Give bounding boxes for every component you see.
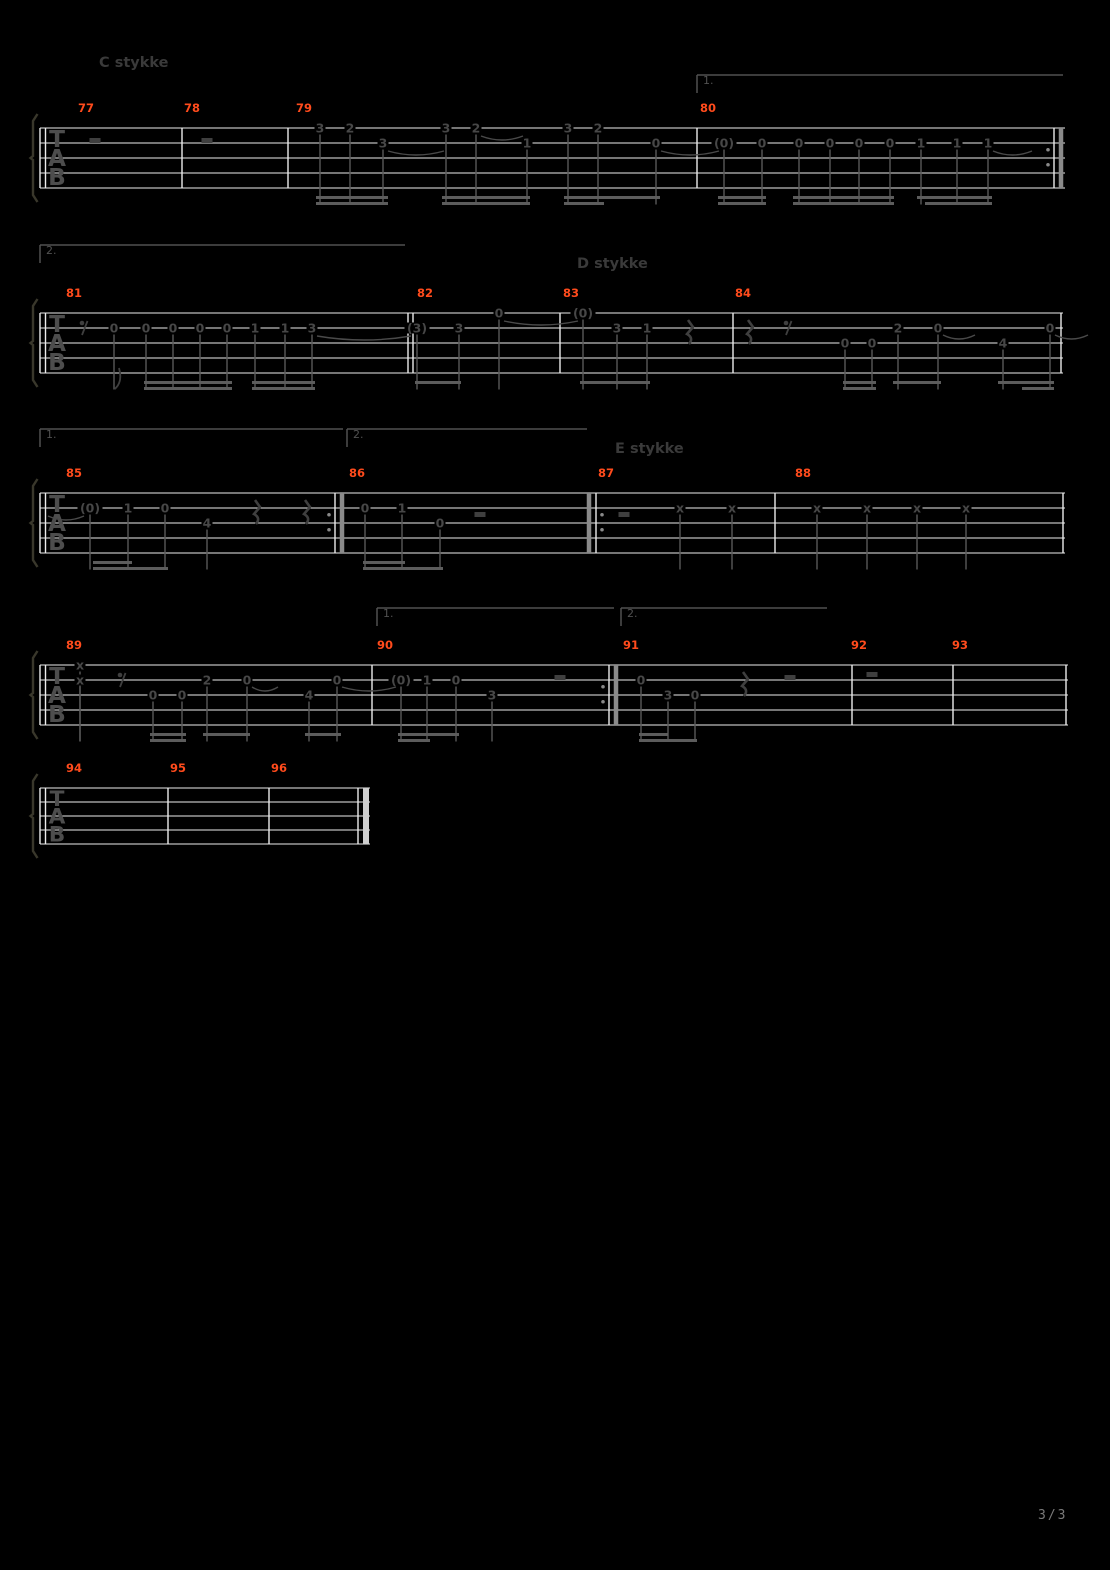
fret-number: 0: [360, 500, 370, 516]
fret-number: 0: [222, 320, 232, 336]
tab-note[interactable]: [78, 501, 103, 516]
tab-note[interactable]: [825, 136, 836, 151]
tab-note[interactable]: [315, 121, 326, 136]
barline: [167, 788, 168, 844]
volta-number: 2.: [353, 428, 364, 441]
fret-number: 3: [454, 320, 464, 336]
barline: [39, 788, 40, 844]
barline: [45, 128, 46, 188]
tab-clef-letter: A: [48, 510, 66, 538]
fret-number: 0: [636, 672, 646, 688]
fret-number: 3: [378, 135, 388, 151]
fret-number: 3: [307, 320, 317, 336]
barline: [614, 665, 619, 725]
fret-number: 1: [397, 500, 407, 516]
fret-number: 0: [168, 320, 178, 336]
tab-note[interactable]: [451, 673, 462, 688]
repeat-dot-icon: [327, 528, 331, 532]
fret-number: 0: [825, 135, 835, 151]
measure-number: 96: [271, 761, 288, 775]
fret-number: 0: [148, 687, 158, 703]
beam: [793, 196, 894, 199]
fret-number: 2: [593, 120, 603, 136]
barline: [952, 665, 953, 725]
tab-note[interactable]: [952, 136, 963, 151]
fret-number: 1: [983, 135, 993, 151]
fret-number: 0: [854, 135, 864, 151]
tab-note[interactable]: [983, 136, 994, 151]
staff-system: [31, 428, 1066, 570]
measure-number: 93: [952, 638, 969, 652]
tie-slur: [342, 687, 396, 691]
fret-number: 2: [471, 120, 481, 136]
tab-note[interactable]: [675, 501, 686, 516]
measure-number: 84: [735, 286, 752, 300]
tab-note[interactable]: [435, 516, 446, 531]
beam: [398, 733, 459, 736]
whole-rest-icon: [90, 138, 101, 143]
tab-note[interactable]: [360, 501, 371, 516]
barline: [559, 313, 560, 373]
repeat-dot-icon: [1046, 163, 1050, 167]
measure-number: 89: [66, 638, 83, 652]
tab-clef-letter: T: [49, 491, 65, 519]
staff-system: [31, 244, 1089, 390]
eighth-rest-icon: [118, 673, 123, 678]
dead-note: x: [727, 500, 737, 516]
tab-note[interactable]: [378, 136, 389, 151]
tie-slur: [661, 151, 719, 155]
eighth-rest-icon: [784, 321, 789, 326]
tab-note[interactable]: [250, 321, 261, 336]
half-rest-icon: [619, 512, 630, 517]
tab-note[interactable]: [712, 136, 737, 151]
tie-slur: [943, 335, 975, 339]
barline: [1062, 493, 1063, 553]
tab-clef-letter: T: [49, 311, 65, 339]
measure-number: 94: [66, 761, 83, 775]
tab-note[interactable]: [885, 136, 896, 151]
tie-slur: [993, 151, 1032, 155]
fret-number: 0: [840, 335, 850, 351]
tab-note[interactable]: [160, 501, 171, 516]
fret-number: 0: [195, 320, 205, 336]
beam: [718, 196, 766, 199]
volta-bracket: [377, 607, 614, 626]
tab-note[interactable]: [148, 688, 159, 703]
quarter-rest-icon: [742, 672, 748, 696]
tab-note[interactable]: [304, 688, 315, 703]
dead-note: x: [675, 500, 685, 516]
fret-number: 0: [141, 320, 151, 336]
tab-note[interactable]: [332, 673, 343, 688]
eighth-flag-icon: [115, 368, 121, 389]
tab-note[interactable]: [651, 136, 662, 151]
tab-note[interactable]: [168, 321, 179, 336]
fret-number: 1: [916, 135, 926, 151]
fret-number: 0: [242, 672, 252, 688]
beam: [564, 196, 660, 199]
fret-number: 3: [612, 320, 622, 336]
tie-slur: [317, 336, 411, 340]
fret-number: 0: [794, 135, 804, 151]
tab-clef-letter: B: [48, 529, 66, 557]
section-label: D stykke: [577, 256, 648, 272]
tab-note[interactable]: [441, 121, 452, 136]
beam: [363, 561, 405, 564]
measure-number: 83: [563, 286, 580, 300]
tab-note[interactable]: [123, 501, 134, 516]
dead-note: x: [912, 500, 922, 516]
system-bracket-icon: [31, 114, 38, 202]
measure-number: 79: [296, 101, 313, 115]
beam: [639, 739, 697, 742]
fret-number: 0: [867, 335, 877, 351]
tab-note[interactable]: [663, 688, 674, 703]
measure-number: 91: [623, 638, 640, 652]
fret-number: (3): [406, 320, 428, 336]
tab-note[interactable]: [109, 321, 120, 336]
tab-clef-letter: A: [48, 330, 66, 358]
fret-number: 0: [933, 320, 943, 336]
beam: [893, 381, 941, 384]
tab-note[interactable]: [912, 501, 923, 516]
beam: [917, 196, 992, 199]
volta-bracket: [347, 428, 587, 447]
tab-clef-letter: B: [48, 822, 66, 848]
quarter-rest-icon: [254, 500, 260, 524]
section-label: C stykke: [99, 55, 169, 71]
fret-number: (0): [390, 672, 412, 688]
tab-note[interactable]: [75, 658, 86, 673]
barline: [1059, 128, 1064, 188]
measure-number: 86: [349, 466, 366, 480]
measure-number: 87: [598, 466, 615, 480]
tie-slur: [1055, 335, 1088, 339]
measure-number: 82: [417, 286, 434, 300]
barline: [39, 313, 40, 373]
beam: [150, 739, 186, 742]
page-indicator: 3/3: [1038, 1508, 1068, 1523]
fret-number: 0: [1045, 320, 1055, 336]
repeat-dot-icon: [327, 513, 331, 517]
dead-note: x: [961, 500, 971, 516]
barline: [45, 493, 46, 553]
tab-clef-letter: B: [48, 701, 66, 729]
fret-number: 1: [422, 672, 432, 688]
fret-number: 1: [642, 320, 652, 336]
measure-number: 85: [66, 466, 83, 480]
tab-note[interactable]: [812, 501, 823, 516]
fret-number: 3: [441, 120, 451, 136]
half-rest-icon: [475, 512, 486, 517]
beam: [442, 196, 530, 199]
tab-note[interactable]: [854, 136, 865, 151]
tab-note[interactable]: [916, 136, 927, 151]
tab-note[interactable]: [389, 673, 414, 688]
barline: [39, 665, 40, 725]
barline: [340, 493, 345, 553]
tab-note[interactable]: [397, 501, 408, 516]
tab-clef-letter: T: [49, 126, 65, 154]
fret-number: 2: [202, 672, 212, 688]
fret-number: (0): [79, 500, 101, 516]
tab-note[interactable]: [840, 336, 851, 351]
fret-number: 0: [690, 687, 700, 703]
beam: [843, 381, 876, 384]
barline: [851, 665, 852, 725]
beam: [639, 733, 668, 736]
tab-note[interactable]: [1045, 321, 1056, 336]
tab-note[interactable]: [642, 321, 653, 336]
barline: [608, 665, 609, 725]
measure-number: 90: [377, 638, 394, 652]
barline: [357, 788, 358, 844]
tab-note[interactable]: [862, 501, 873, 516]
tab-note[interactable]: [636, 673, 647, 688]
tab-note[interactable]: [405, 321, 430, 336]
beam: [93, 567, 168, 570]
volta-bracket: [621, 607, 827, 626]
tab-note[interactable]: [202, 673, 213, 688]
fret-number: 4: [998, 335, 1008, 351]
staff-system: [31, 761, 371, 858]
system-bracket-icon: [31, 299, 38, 387]
fret-number: 0: [757, 135, 767, 151]
tab-note[interactable]: [202, 516, 213, 531]
tab-clef-letter: A: [48, 804, 66, 830]
repeat-dot-icon: [601, 685, 605, 689]
fret-number: 0: [177, 687, 187, 703]
staff-system: [31, 607, 1069, 742]
tab-note[interactable]: [612, 321, 623, 336]
dead-note: x: [75, 657, 85, 673]
beam: [398, 739, 430, 742]
tab-clef-letter: B: [48, 164, 66, 192]
tab-note[interactable]: [422, 673, 433, 688]
beam: [144, 381, 232, 384]
barline: [45, 788, 46, 844]
fret-number: 0: [451, 672, 461, 688]
beam: [998, 381, 1054, 384]
beam: [363, 567, 443, 570]
fret-number: 1: [123, 500, 133, 516]
quarter-rest-icon: [687, 320, 693, 344]
fret-number: 0: [435, 515, 445, 531]
fret-number: 4: [304, 687, 314, 703]
barline: [595, 493, 596, 553]
barline: [287, 128, 288, 188]
beam: [925, 202, 992, 205]
measure-number: 92: [851, 638, 868, 652]
repeat-dot-icon: [1046, 148, 1050, 152]
half-rest-icon: [785, 675, 796, 680]
tie-slur: [388, 151, 444, 155]
tab-note[interactable]: [933, 321, 944, 336]
tab-note[interactable]: [141, 321, 152, 336]
beam: [252, 381, 315, 384]
tab-clef-letter: A: [48, 145, 66, 173]
volta-number: 1.: [383, 607, 394, 620]
volta-number: 2.: [627, 607, 638, 620]
fret-number: (0): [713, 135, 735, 151]
fret-number: 1: [250, 320, 260, 336]
repeat-dot-icon: [600, 513, 604, 517]
section-label: E stykke: [615, 441, 684, 457]
whole-rest-icon: [202, 138, 213, 143]
fret-number: 3: [487, 687, 497, 703]
tab-note[interactable]: [893, 321, 904, 336]
tab-note[interactable]: [522, 136, 533, 151]
staff-system: [31, 55, 1066, 205]
tab-note[interactable]: [222, 321, 233, 336]
tab-clef-letter: B: [48, 349, 66, 377]
barline: [696, 128, 697, 188]
beam: [93, 561, 132, 564]
fret-number: 1: [522, 135, 532, 151]
barline: [774, 493, 775, 553]
measure-number: 80: [700, 101, 717, 115]
measure-number: 95: [170, 761, 187, 775]
barline: [39, 493, 40, 553]
repeat-dot-icon: [600, 528, 604, 532]
tab-note[interactable]: [998, 336, 1009, 351]
fret-number: (0): [572, 305, 594, 321]
tab-note[interactable]: [280, 321, 291, 336]
tab-note[interactable]: [563, 121, 574, 136]
fret-number: 0: [651, 135, 661, 151]
beam: [150, 733, 186, 736]
eighth-rest-icon: [80, 321, 85, 326]
measure-number: 81: [66, 286, 83, 300]
fret-number: 4: [202, 515, 212, 531]
fret-number: 3: [315, 120, 325, 136]
tab-note[interactable]: [307, 321, 318, 336]
tab-note[interactable]: [177, 688, 188, 703]
volta-bracket: [40, 428, 343, 447]
tab-note[interactable]: [242, 673, 253, 688]
dead-note: x: [75, 672, 85, 688]
tab-note[interactable]: [961, 501, 972, 516]
tab-note[interactable]: [471, 121, 482, 136]
volta-bracket: [697, 74, 1063, 93]
fret-number: 3: [663, 687, 673, 703]
beam: [580, 381, 650, 384]
beam: [793, 202, 894, 205]
tie-slur: [252, 687, 278, 691]
barline: [268, 788, 269, 844]
fret-number: 1: [952, 135, 962, 151]
tab-note[interactable]: [487, 688, 498, 703]
beam: [252, 387, 315, 390]
barline: [587, 493, 592, 553]
tab-note[interactable]: [867, 336, 878, 351]
tie-slur: [504, 321, 578, 325]
tab-note[interactable]: [571, 306, 596, 321]
barline: [1065, 665, 1066, 725]
volta-bracket: [40, 244, 405, 263]
barline: [45, 313, 46, 373]
system-bracket-icon: [31, 479, 38, 567]
volta-number: 1.: [703, 74, 714, 87]
system-bracket-icon: [31, 774, 38, 858]
system-bracket-icon: [31, 651, 38, 739]
volta-number: 2.: [46, 244, 57, 257]
fret-number: 2: [345, 120, 355, 136]
measure-number: 77: [78, 101, 95, 115]
beam: [415, 381, 461, 384]
quarter-rest-icon: [304, 500, 310, 524]
measure-number: 78: [184, 101, 201, 115]
tab-note[interactable]: [794, 136, 805, 151]
beam: [564, 202, 604, 205]
fret-number: 2: [893, 320, 903, 336]
barline: [1053, 128, 1054, 188]
tab-note[interactable]: [494, 306, 505, 321]
barline: [181, 128, 182, 188]
beam: [316, 202, 388, 205]
tab-note[interactable]: [75, 673, 86, 688]
tab-note[interactable]: [593, 121, 604, 136]
dead-note: x: [812, 500, 822, 516]
dead-note: x: [862, 500, 872, 516]
barline: [45, 665, 46, 725]
fret-number: 0: [109, 320, 119, 336]
beam: [305, 733, 341, 736]
barline: [39, 128, 40, 188]
beam: [1022, 387, 1054, 390]
fret-number: 3: [563, 120, 573, 136]
fret-number: 0: [160, 500, 170, 516]
beam: [843, 387, 876, 390]
beam: [316, 196, 388, 199]
barline: [363, 788, 369, 844]
volta-number: 1.: [46, 428, 57, 441]
beam: [203, 733, 250, 736]
tie-slur: [481, 136, 523, 140]
fret-number: 0: [885, 135, 895, 151]
beam: [144, 387, 232, 390]
tab-clef-letter: T: [49, 786, 65, 812]
tab-note[interactable]: [757, 136, 768, 151]
tab-note[interactable]: [454, 321, 465, 336]
barline: [334, 493, 335, 553]
tab-note[interactable]: [195, 321, 206, 336]
fret-number: 0: [494, 305, 504, 321]
measure-number: 88: [795, 466, 812, 480]
barline: [371, 665, 372, 725]
beam: [442, 202, 530, 205]
quarter-rest-icon: [747, 320, 753, 344]
repeat-dot-icon: [601, 700, 605, 704]
tab-clef-letter: A: [48, 682, 66, 710]
barline: [732, 313, 733, 373]
whole-rest-icon: [867, 672, 878, 677]
tab-note[interactable]: [727, 501, 738, 516]
fret-number: 0: [332, 672, 342, 688]
tab-clef-letter: T: [49, 663, 65, 691]
tab-note[interactable]: [345, 121, 356, 136]
tab-note[interactable]: [690, 688, 701, 703]
half-rest-icon: [555, 675, 566, 680]
barline: [1060, 313, 1061, 373]
fret-number: 1: [280, 320, 290, 336]
beam: [718, 202, 766, 205]
